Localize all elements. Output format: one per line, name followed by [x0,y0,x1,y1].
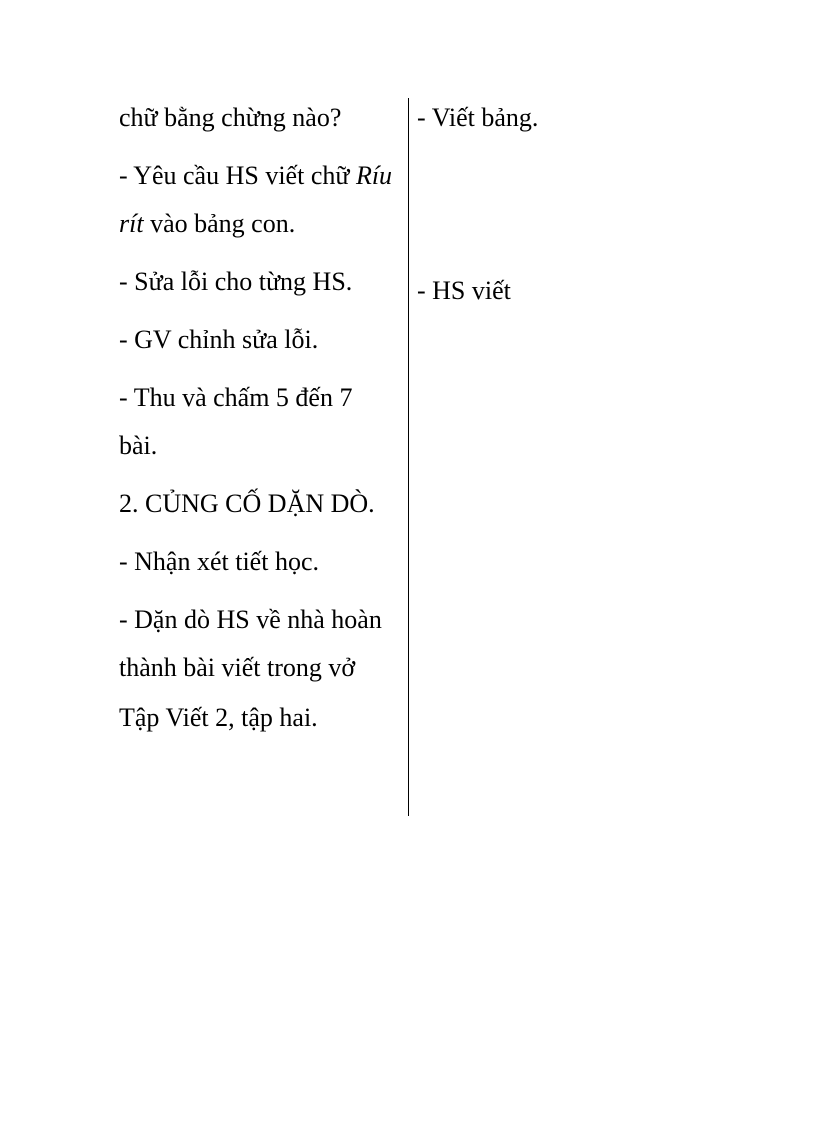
teacher-text: bài. [119,431,158,460]
section-heading [119,488,375,520]
teacher-text: - GV chỉnh sửa lỗi. [119,325,319,354]
teacher-text: - Nhận xét tiết học. [119,547,319,576]
teacher-text-line-6 [119,382,352,414]
teacher-text-line-2 [119,160,392,192]
teacher-text: - Yêu cầu HS viết chữ [119,161,356,190]
teacher-text-line-12 [119,702,318,734]
teacher-text: - Thu và chấm 5 đến 7 [119,383,353,412]
teacher-text-line-5 [119,324,318,356]
teacher-text-line-4 [119,266,352,298]
teacher-text-line-7 [119,430,157,462]
teacher-text-line-10 [119,604,382,636]
teacher-text: Tập Viết 2, tập hai. [119,703,318,732]
section-heading-text: 2. CỦNG CỐ DẶN DÒ. [119,489,375,518]
teacher-text-italic: Ríu [355,161,393,190]
student-text: - HS viết [417,276,511,305]
teacher-text: - Sửa lỗi cho từng HS. [119,267,353,296]
teacher-text-italic: rít [119,209,144,238]
teacher-text: - Dặn dò HS về nhà hoàn [119,605,382,634]
teacher-text: thành bài viết trong vở [119,653,356,682]
student-text: - Viết bảng. [417,103,539,132]
teacher-text-line-3 [119,208,295,240]
teacher-text-line-1 [119,102,341,134]
teacher-text-line-11 [119,652,355,684]
student-text-line-2 [417,275,511,307]
column-divider [408,98,409,816]
teacher-text: vào bảng con. [143,209,296,238]
teacher-text-line-9 [119,546,319,578]
teacher-text: chữ bằng chừng nào? [119,103,342,132]
student-text-line-1 [417,102,538,134]
